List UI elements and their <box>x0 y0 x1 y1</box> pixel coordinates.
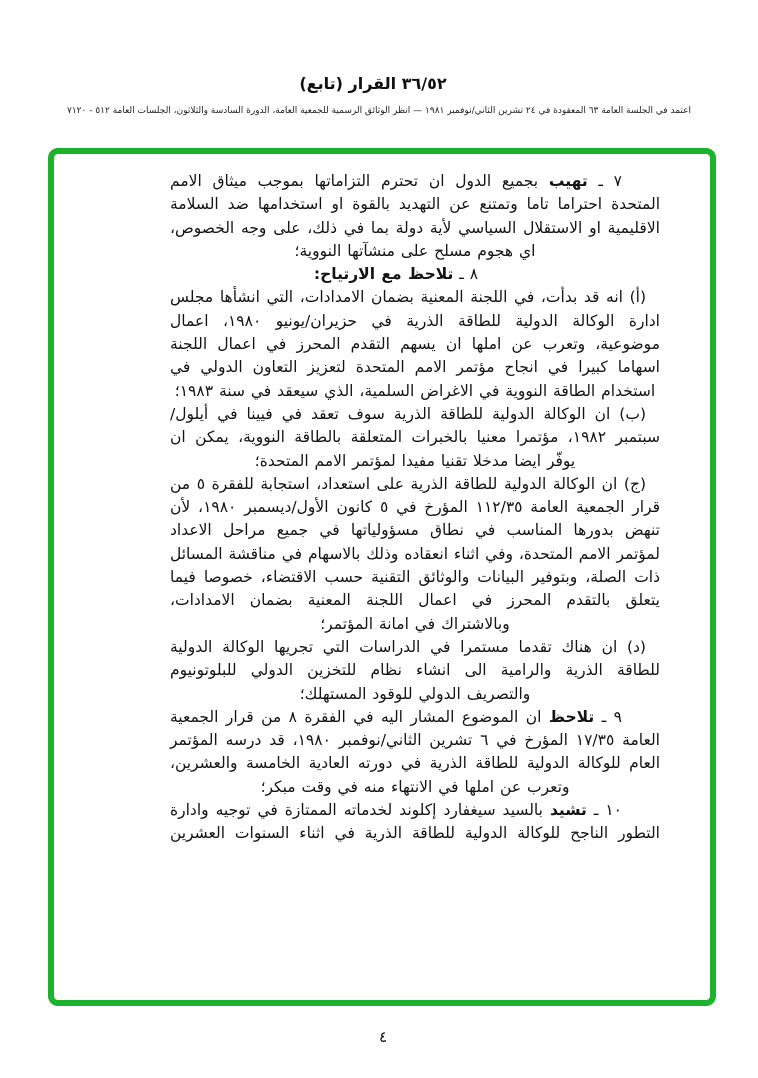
paragraph <box>170 706 660 799</box>
paragraph-text: ان الوكالة الدولية للطاقة الذرية على استعداد، استجابة للفقرة ٥ من قرار الجمعية العامة ١١٢/٣٥ المؤرخ في ٥ كانون الأول/ديسمبر ١٩٨٠، لأن تنهض بدورها المناسب في نطاق مسؤولياتها في جميع مراحل الاعداد لمؤتمر الامم المتحدة، وفي اثناء انعقاده وذلك بالاسهام في مناقشة المسائل ذات الصلة، وبتوفير البيانات والوثائق التقنية حسب الاقتضاء، خصوصا فيما يتعلق بالتقدم المحرز في اعمال اللجنة المعنية بضمان الامدادات، وبالاشتراك في امانة المؤتمر؛ <box>170 474 661 633</box>
paragraph <box>170 286 660 402</box>
paragraph-lead-bold: تلاحظ مع الارتياح: <box>313 265 454 284</box>
paragraph-text: بجميع الدول ان تحترم التزاماتها بموجب ميثاق الامم المتحدة احتراما تاما وتمتنع عن التهديد بالقوة او استخدامها ضد السلامة الاقليمية او الاستقلال السياسي لأية دولة بما في ذلك، على وجه الخصوص، اي هجوم مسلح على منشآتها النووية؛ <box>170 172 660 260</box>
paragraph <box>170 263 660 286</box>
paragraph-number: ١٠ ـ <box>586 801 622 820</box>
paragraph-text: ان هناك تقدما مستمرا في الدراسات التي تجريها الوكالة الدولية للطاقة الذرية والرامية الى انشاء نظام للتخزين الدولي للبلوتونيوم والتصريف الدولي للوقود المستهلك؛ <box>170 637 660 703</box>
paragraph-number: ٧ ـ <box>587 172 622 190</box>
paragraph-number: ٩ ـ <box>594 707 622 726</box>
paragraph-lead-bold: تهيب <box>548 172 588 190</box>
page-subtitle: اعتمد في الجلسة العامة ٦٣ المعقودة في ٢٤ تشرين الثاني/نوفمبر ١٩٨١ — انظر الوثائق الرسمية للجمعية العامة، الدورة السادسة والثلاثون، الجلسات العامة ٥١٢ - ٧١٢٠ <box>67 106 691 116</box>
paragraph <box>170 170 660 263</box>
paragraph-text: ان الموضوع المشار اليه في الفقرة ٨ من قرار الجمعية العامة ١٧/٣٥ المؤرخ في ٦ تشرين الثاني/نوفمبر ١٩٨٠، قد درسه المؤتمر العام للوكالة الدولية للطاقة الذرية في دورته العادية الخامسة والعشرين، وتعرب عن املها في الانتهاء منه في وقت مبكر؛ <box>170 707 660 796</box>
paragraph-text: بالسيد سيغفارد إكلوند لخدماته الممتازة في توجيه وادارة التطور الناجح للوكالة الدولية للطاقة الذرية في اثناء السنوات العشرين <box>170 801 660 843</box>
paragraph-text: انه قد بدأت، في اللجنة المعنية بضمان الامدادات، التي انشأها مجلس ادارة الوكالة الدولية للطاقة الذرية في حزيران/يونيو ١٩٨٠، اعمال موضوعية، وتعرب عن املها ان يسهم التقدم المحرز في اعمال اللجنة اسهاما كبيرا في انجاح مؤتمر الامم المتحدة لتعزيز التعاون الدولي في استخدام الطاقة النووية في الاغراض السلمية، الذي سيعقد في سنة ١٩٨٣؛ <box>170 288 660 400</box>
paragraph-number: ٨ ـ <box>453 265 479 284</box>
paragraph-number: (د) <box>617 637 646 656</box>
page-number: ٤ <box>378 1028 388 1046</box>
page-title: ٣٦/٥٢ القرار (تابع) <box>299 74 447 93</box>
paragraph <box>170 403 660 473</box>
paragraph <box>170 636 660 706</box>
paragraph <box>170 473 660 636</box>
paragraph-number: (ب) <box>610 404 646 423</box>
paragraph-text: ان الوكالة الدولية للطاقة الذرية سوف تعقد في فيينا في أيلول/سبتمبر ١٩٨٢، مؤتمرا معنيا بالخبرات المتعلقة بالطاقة النووية، يمكن ان يوفّر ايضا مدخلا تقنيا مفيدا لمؤتمر الامم المتحدة؛ <box>170 404 660 470</box>
paragraph-number: (ج) <box>617 474 647 493</box>
paragraph-number: (أ) <box>622 288 646 307</box>
paragraph <box>170 799 660 846</box>
paragraph-lead-bold: تشيد <box>549 801 587 820</box>
paragraph-lead-bold: تلاحظ <box>548 707 595 726</box>
resolution-text-block <box>170 170 660 846</box>
